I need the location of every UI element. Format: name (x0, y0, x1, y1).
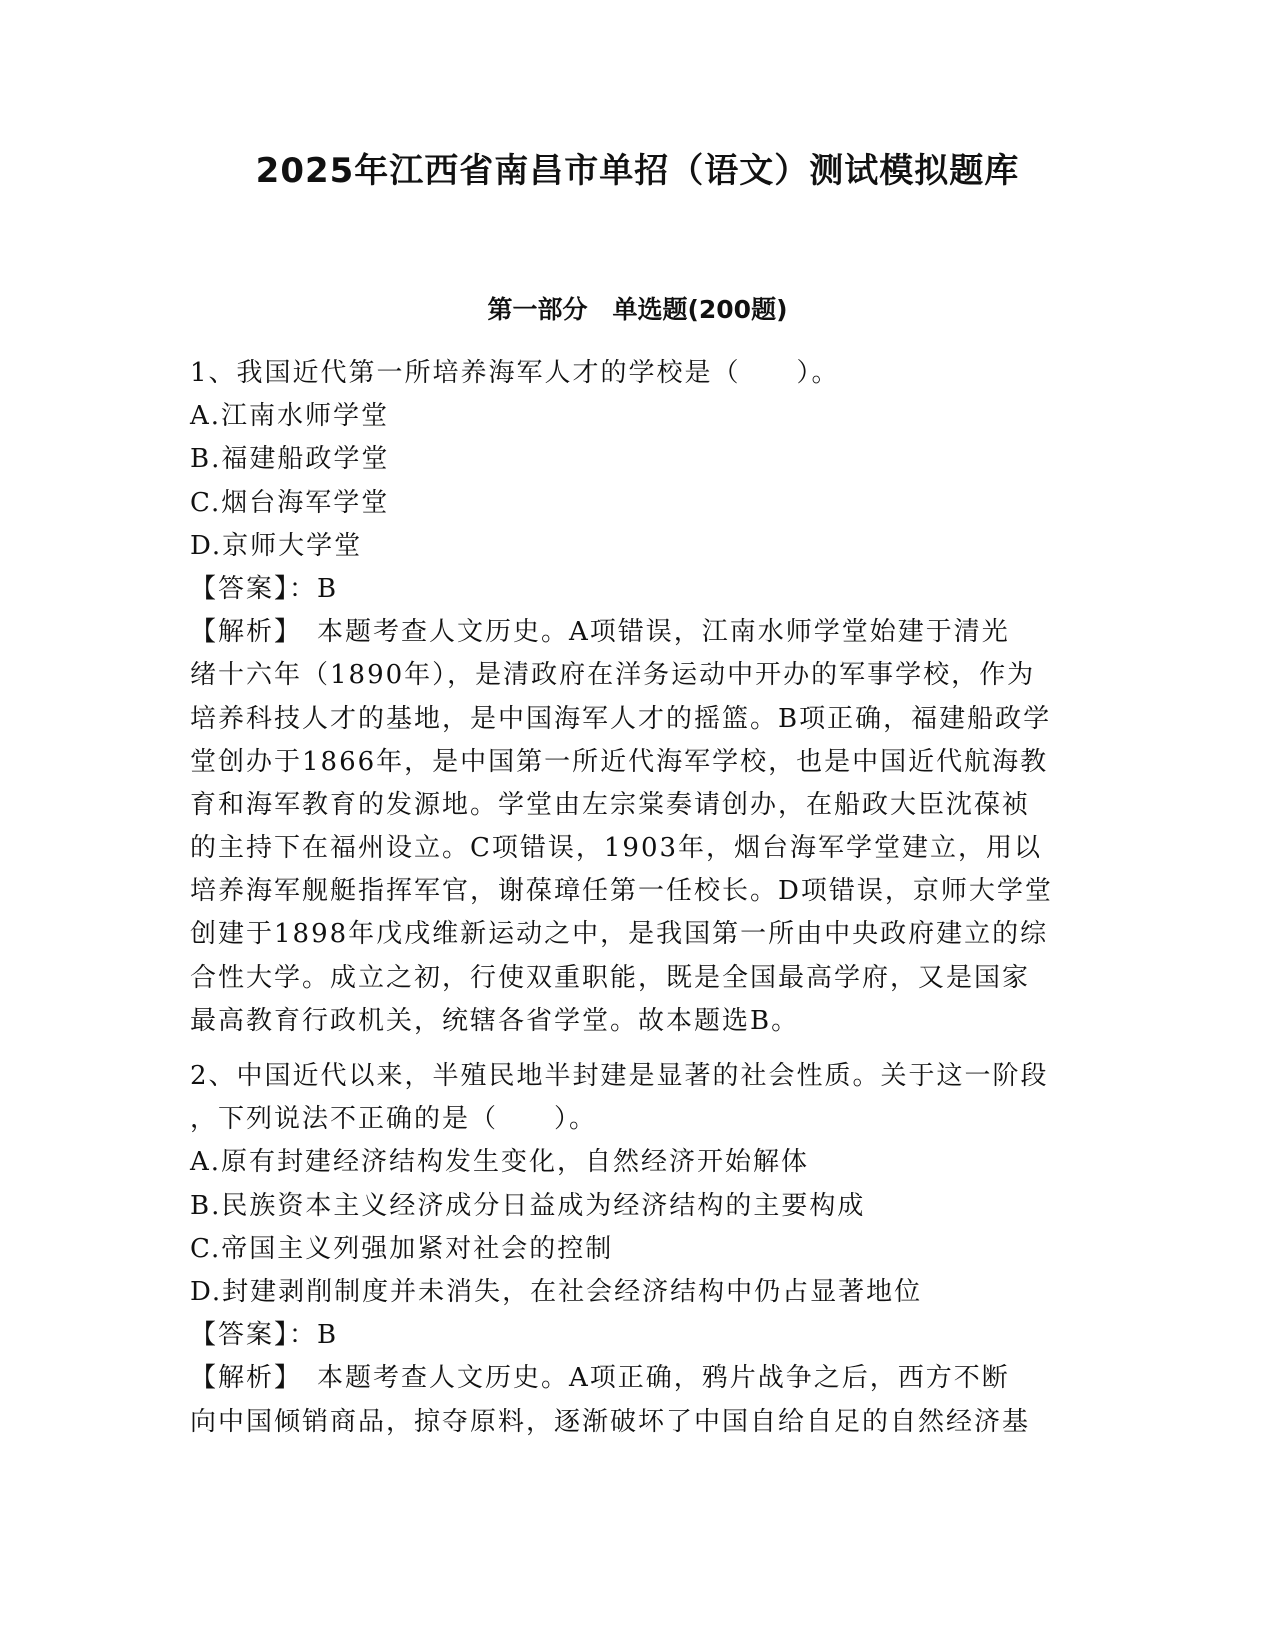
analysis-line: 【解析】 本题考查人文历史。A项错误，江南水师学堂始建于清光 (190, 617, 1010, 648)
question-1 (190, 352, 1090, 1043)
question-spacer (190, 1043, 1090, 1055)
analysis-block (190, 611, 1090, 1043)
question-stem: 2、中国近代以来，半殖民地半封建是显著的社会性质。关于这一阶段 (190, 1061, 1049, 1091)
analysis-line: 创建于1898年戊戌维新运动之中，是我国第一所由中央政府建立的综 (190, 919, 1049, 950)
question-list (190, 352, 1090, 1444)
option-b: B.民族资本主义经济成分日益成为经济结构的主要构成 (190, 1190, 866, 1221)
option-d: D.京师大学堂 (190, 530, 363, 561)
option-d: D.封建剥削制度并未消失，在社会经济结构中仍占显著地位 (190, 1276, 923, 1307)
document-title: 2025年江西省南昌市单招（语文）测试模拟题库 (255, 151, 1020, 191)
analysis-line: 【解析】 本题考查人文历史。A项正确，鸦片战争之后，西方不断 (190, 1363, 1010, 1394)
question-2 (190, 1055, 1090, 1444)
analysis-line: 培养海军舰艇指挥军官，谢葆璋任第一任校长。D项错误，京师大学堂 (190, 876, 1053, 907)
option-c: C.烟台海军学堂 (190, 487, 390, 518)
analysis-line: 绪十六年（1890年），是清政府在洋务运动中开办的军事学校，作为 (190, 660, 1036, 691)
option-c: C.帝国主义列强加紧对社会的控制 (190, 1233, 614, 1264)
analysis-line: 育和海军教育的发源地。学堂由左宗棠奏请创办，在船政大臣沈葆祯 (190, 789, 1031, 820)
analysis-line: 培养科技人才的基地，是中国海军人才的摇篮。B项正确，福建船政学 (190, 703, 1052, 734)
analysis-line: 合性大学。成立之初，行使双重职能，既是全国最高学府，又是国家 (190, 962, 1031, 993)
analysis-block (190, 1357, 1090, 1443)
analysis-line: 的主持下在福州设立。C项错误，1903年，烟台海军学堂建立，用以 (190, 833, 1043, 864)
analysis-line: 向中国倾销商品，掠夺原料，逐渐破坏了中国自给自足的自然经济基 (190, 1406, 1031, 1437)
analysis-line: 最高教育行政机关，统辖各省学堂。故本题选B。 (190, 1005, 800, 1036)
answer-line: 【答案】：B (190, 1320, 339, 1351)
option-a: A.江南水师学堂 (190, 401, 390, 432)
section-title: 第一部分 单选题(200题) (487, 295, 788, 324)
option-b: B.福建船政学堂 (190, 444, 390, 475)
analysis-line: 堂创办于1866年，是中国第一所近代海军学校，也是中国近代航海教 (190, 746, 1049, 777)
question-stem: 1、我国近代第一所培养海军人才的学校是（ ）。 (190, 358, 840, 388)
question-stem: ，下列说法不正确的是（ ）。 (190, 1104, 598, 1135)
answer-line: 【答案】：B (190, 573, 339, 604)
option-a: A.原有封建经济结构发生变化，自然经济开始解体 (190, 1147, 810, 1178)
